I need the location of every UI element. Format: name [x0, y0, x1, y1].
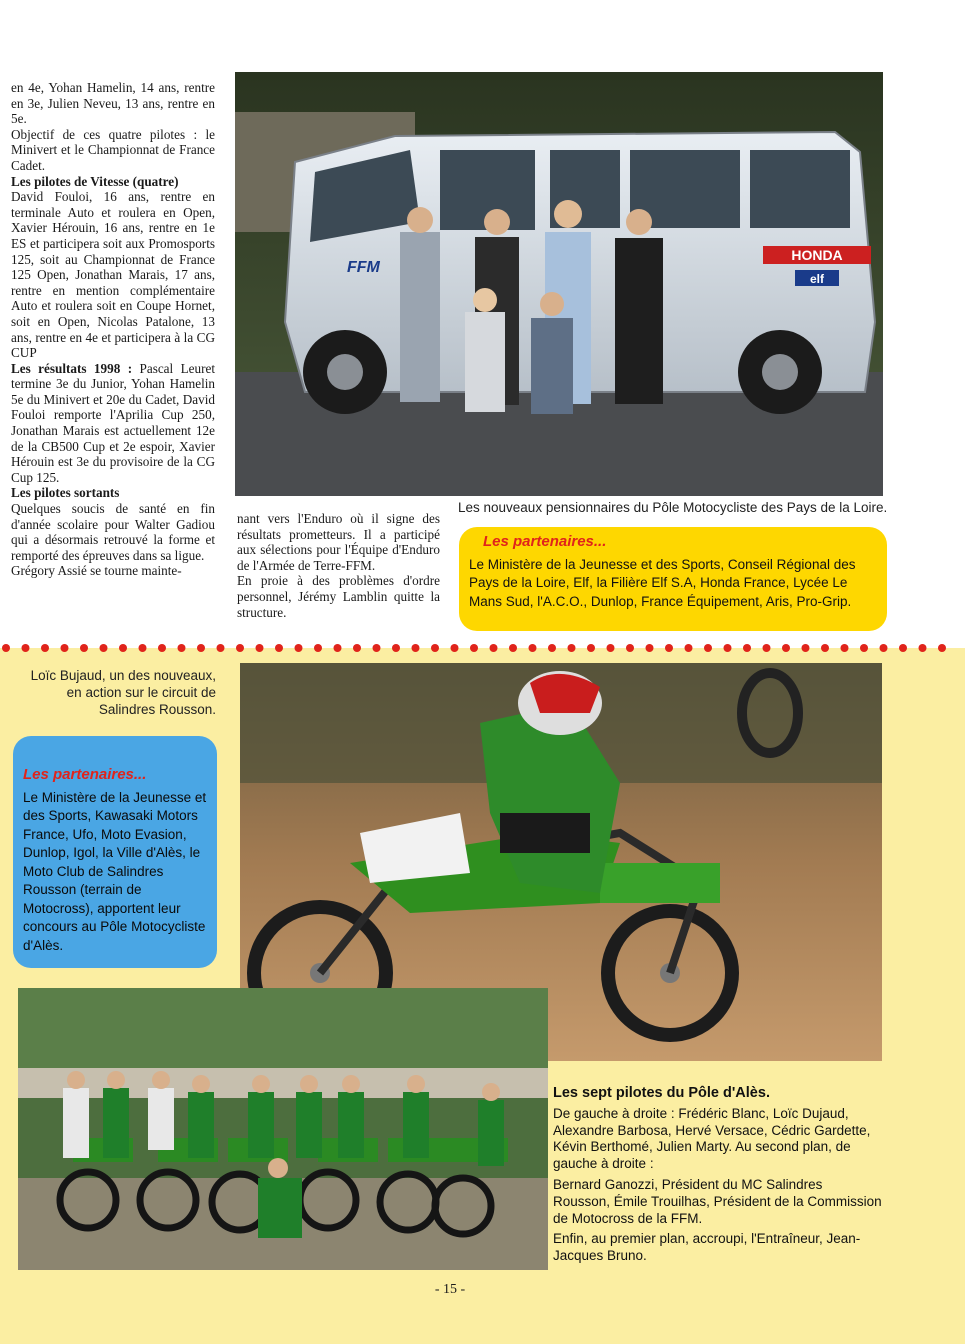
separator-dot	[743, 644, 751, 652]
separator-dot	[178, 644, 186, 652]
separator-dot	[295, 644, 303, 652]
ales-group-caption	[553, 1085, 883, 1269]
separator-dot	[529, 644, 537, 652]
separator-dot	[392, 644, 400, 652]
separator-dot	[412, 644, 420, 652]
separator-dot	[373, 644, 381, 652]
separator-dot	[841, 644, 849, 652]
middle-paragraph-2: En proie à des problèmes d'ordre personnel, Jérémy Lamblin quitte la structure.	[237, 573, 440, 620]
separator-dot	[685, 644, 693, 652]
separator-dot	[763, 644, 771, 652]
separator-dot	[646, 644, 654, 652]
photo-van-group	[235, 72, 883, 496]
photo-ales-group	[18, 988, 548, 1270]
ales-caption-paragraph-3: Enfin, au premier plan, accroupi, l'Entraîneur, Jean-Jacques Bruno.	[553, 1231, 861, 1264]
separator-dot	[236, 644, 244, 652]
separator-dot	[158, 644, 166, 652]
middle-text-column	[237, 511, 440, 620]
partners-loire-text: Le Ministère de la Jeunesse et des Sports, Conseil Régional des Pays de la Loire, Elf, la Filière Elf S.A, Honda France, Lycée Le Mans Sud, l'A.C.O., Dunlop, France Équipement, Aris, Pro-Grip.	[469, 556, 856, 609]
ffm-decal: FFM	[347, 259, 380, 276]
ales-caption-paragraph-2: Bernard Ganozzi, Président du MC Salindres Rousson, Émile Trouilhas, Président de la Commission de Motocross de la FFM.	[553, 1176, 882, 1226]
ales-group-illustration	[18, 988, 548, 1270]
separator-dot	[353, 644, 361, 652]
separator-dot	[334, 644, 342, 652]
left-text-column	[11, 80, 215, 579]
partners-ales-title: Les partenaires...	[23, 766, 147, 783]
left-paragraph-6: Grégory Assié se tourne mainte-	[11, 563, 182, 579]
separator-dot	[470, 644, 478, 652]
separator-dot	[431, 644, 439, 652]
separator-dot	[217, 644, 225, 652]
left-paragraph-1: en 4e, Yohan Hamelin, 14 ans, rentre en 3e, Julien Neveu, 13 ans, rentre en 5e.	[11, 80, 215, 127]
page-number: - 15 -	[434, 1282, 466, 1297]
left-paragraph-4: Pascal Leuret termine 3e du Junior, Yohan Hamelin 5e du Minivert et 20e du Cadet, David Fouloi remporte l'Aprilia Cup 250, Jonathan Marais est actuellement 12e de la CB500 Cup et 2e espoir, Xavier Hérouin est 3e du provisoire de la CG Cup 125.	[11, 360, 215, 485]
separator-dot	[509, 644, 517, 652]
separator-dot	[782, 644, 790, 652]
separator-dot	[704, 644, 712, 652]
heading-sortants: Les pilotes sortants	[11, 485, 120, 501]
separator-dot	[275, 644, 283, 652]
partners-loire-title: Les partenaires...	[483, 533, 607, 550]
moto-photo-caption: Loïc Bujaud, un des nouveaux, en action sur le circuit de Salindres Rousson.	[30, 668, 216, 717]
separator-dot	[587, 644, 595, 652]
separator-dot	[607, 644, 615, 652]
separator-dot	[139, 644, 147, 652]
separator-dot	[61, 644, 69, 652]
separator-dot	[256, 644, 264, 652]
separator-dot	[802, 644, 810, 652]
separator-dot	[938, 644, 946, 652]
heading-vitesse: Les pilotes de Vitesse (quatre)	[11, 173, 179, 189]
separator-dot	[22, 644, 30, 652]
middle-paragraph-1: nant vers l'Enduro où il signe des résultats prometteurs. Il a participé aux sélections pour l'Équipe d'Enduro de l'Armée de Terre-FFM.	[237, 511, 440, 573]
separator-dot	[568, 644, 576, 652]
partners-box-ales	[13, 736, 217, 968]
separator-dot	[899, 644, 907, 652]
ales-caption-paragraph-1: De gauche à droite : Frédéric Blanc, Loïc Dujaud, Alexandre Barbosa, Hervé Versace, Cédric Gardette, Kévin Berthomé, Julien Marty. Au second plan, de gauche à droite :	[553, 1105, 871, 1172]
separator-dot	[119, 644, 127, 652]
separator-dot	[490, 644, 498, 652]
partners-box-loire	[459, 527, 887, 631]
ales-caption-title: Les sept pilotes du Pôle d'Alès.	[553, 1085, 770, 1101]
left-paragraph-3: David Fouloi, 16 ans, rentre en terminale Auto et roulera en Open, Xavier Hérouin, 16 ans, rentre en 1e ES et participera soit aux Promosports 125, soit au Championnat de France 125 Open, Jonathan Marais, 17 ans, rentre en mention complémentaire Auto et roulera soit en Coupe Hornet, soit en Open, Nicolas Patalone, 13 ans, rentre en 4e et participera à la CG CUP	[11, 189, 215, 361]
separator-dot	[2, 644, 10, 652]
separator-dot	[100, 644, 108, 652]
van-photo-illustration	[235, 72, 883, 496]
separator-dot	[821, 644, 829, 652]
dotted-separator	[0, 640, 965, 656]
honda-decal: HONDA	[791, 247, 843, 263]
separator-dot	[919, 644, 927, 652]
left-paragraph-2: Objectif de ces quatre pilotes : le Minivert et le Championnat de France Cadet.	[11, 126, 215, 173]
separator-dot	[665, 644, 673, 652]
separator-dot	[314, 644, 322, 652]
elf-decal: elf	[809, 272, 825, 286]
separator-dot	[41, 644, 49, 652]
separator-dot	[880, 644, 888, 652]
separator-dot	[451, 644, 459, 652]
partners-ales-text: Le Ministère de la Jeunesse et des Sports, Kawasaki Motors France, Ufo, Moto Evasion, Dunlop, Igol, la Ville d'Alès, le Moto Club de Salindres Rousson (terrain de Motocross), apportent leur concours au Pôle Motocycliste d'Alès.	[23, 789, 207, 953]
separator-dot	[548, 644, 556, 652]
left-paragraph-5: Quelques soucis de santé en fin d'année scolaire pour Walter Gadiou qui a désormais retrouvé la forme et remporté des épreuves dans sa ligue.	[11, 501, 215, 563]
heading-resultats: Les résultats 1998 :	[11, 360, 133, 376]
separator-dot	[724, 644, 732, 652]
van-photo-caption: Les nouveaux pensionnaires du Pôle Motocycliste des Pays de la Loire.	[458, 500, 888, 515]
separator-dot	[626, 644, 634, 652]
separator-dot	[860, 644, 868, 652]
separator-dot	[197, 644, 205, 652]
separator-dot	[80, 644, 88, 652]
